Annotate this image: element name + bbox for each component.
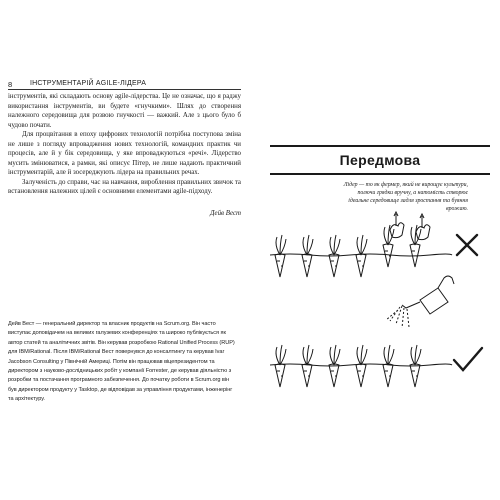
running-head: ІНСТРУМЕНТАРІЙ AGILE-ЛІДЕРА	[30, 80, 147, 87]
paragraph: Залученість до справи, час на навчання, вироблення правильних звичок та встановлення належних цілей є основними елементами agile-підходу.	[8, 178, 241, 195]
carrot-icon	[302, 345, 313, 387]
page-number: 8	[8, 80, 13, 89]
carrot-icon	[410, 225, 421, 267]
epigraph: Лідер — то як фермер, який не вирощує культури, полючи грядки вручну, а натомість створює ідеальне середовище задля зростання та буяння врожаю.	[343, 182, 468, 212]
carrot-icon	[356, 345, 367, 387]
foreword-body	[8, 92, 241, 197]
carrot-icon	[383, 345, 394, 387]
preface-title: Передмова	[339, 152, 421, 168]
header-rule	[8, 89, 241, 90]
preface-heading-bar	[270, 145, 490, 175]
carrot-icon	[302, 235, 313, 277]
watered-carrots-row	[270, 345, 452, 387]
watering-can-icon	[386, 276, 454, 328]
paragraph: інструментів, які складають основу agile-лідерства. Це не означає, що я раджу використання інструментів, ви будете «гнучкими». Шлях до створення належного середовища для розвою гнучкості — важкий. Але з цього було б чудово почати.	[8, 93, 241, 129]
carrot-icon	[356, 235, 367, 277]
carrot-icon	[383, 225, 394, 267]
carrot-illustration	[270, 210, 490, 420]
pulled-carrots-row	[270, 225, 452, 277]
paragraph: Для процвітання в епоху цифрових технологій потрібна поступова зміна не лише з погляду впровадження нових технологій, командних практик чи процесів, але й у бік середовища, у яке впроваджуються «речі». Лідерство мусить змінюватися, а рамки, які описує Пітер, не лише надають практичний інструментарій, але й зосереджують лідера на правильних речах.	[8, 131, 241, 176]
hand-icon	[390, 212, 430, 240]
carrot-icon	[275, 235, 286, 277]
right-page	[250, 0, 500, 500]
author-bio: Дейв Вест — генеральний директор та власник продуктів на Scrum.org. Він часто виступає доповідачем на великих галузевих конференціях та широко публікується як автор статей та аналітичних звітів. Він керував розробкою Rational Unified Process (RUP) для IBM/Rational. Після IBM/Rational Вест повернувся до консалтингу та керував Ivar Jacobson Consulting у Північній Америці. Потім він працював віцепрезидентом та директором з науково-дослідницьких робіт у компанії Forrester, де керував діяльністю з розробки та постачання програмного забезпечення. До початку роботи в Scrum.org він був директором продукту у Tasktop, де відповідав за управління продуктами, інженерінг та архітектуру.	[8, 321, 235, 403]
author-signature: Дейв Вест	[210, 210, 241, 217]
carrot-icon	[275, 345, 286, 387]
cross-icon	[457, 235, 477, 255]
check-icon	[454, 348, 482, 370]
